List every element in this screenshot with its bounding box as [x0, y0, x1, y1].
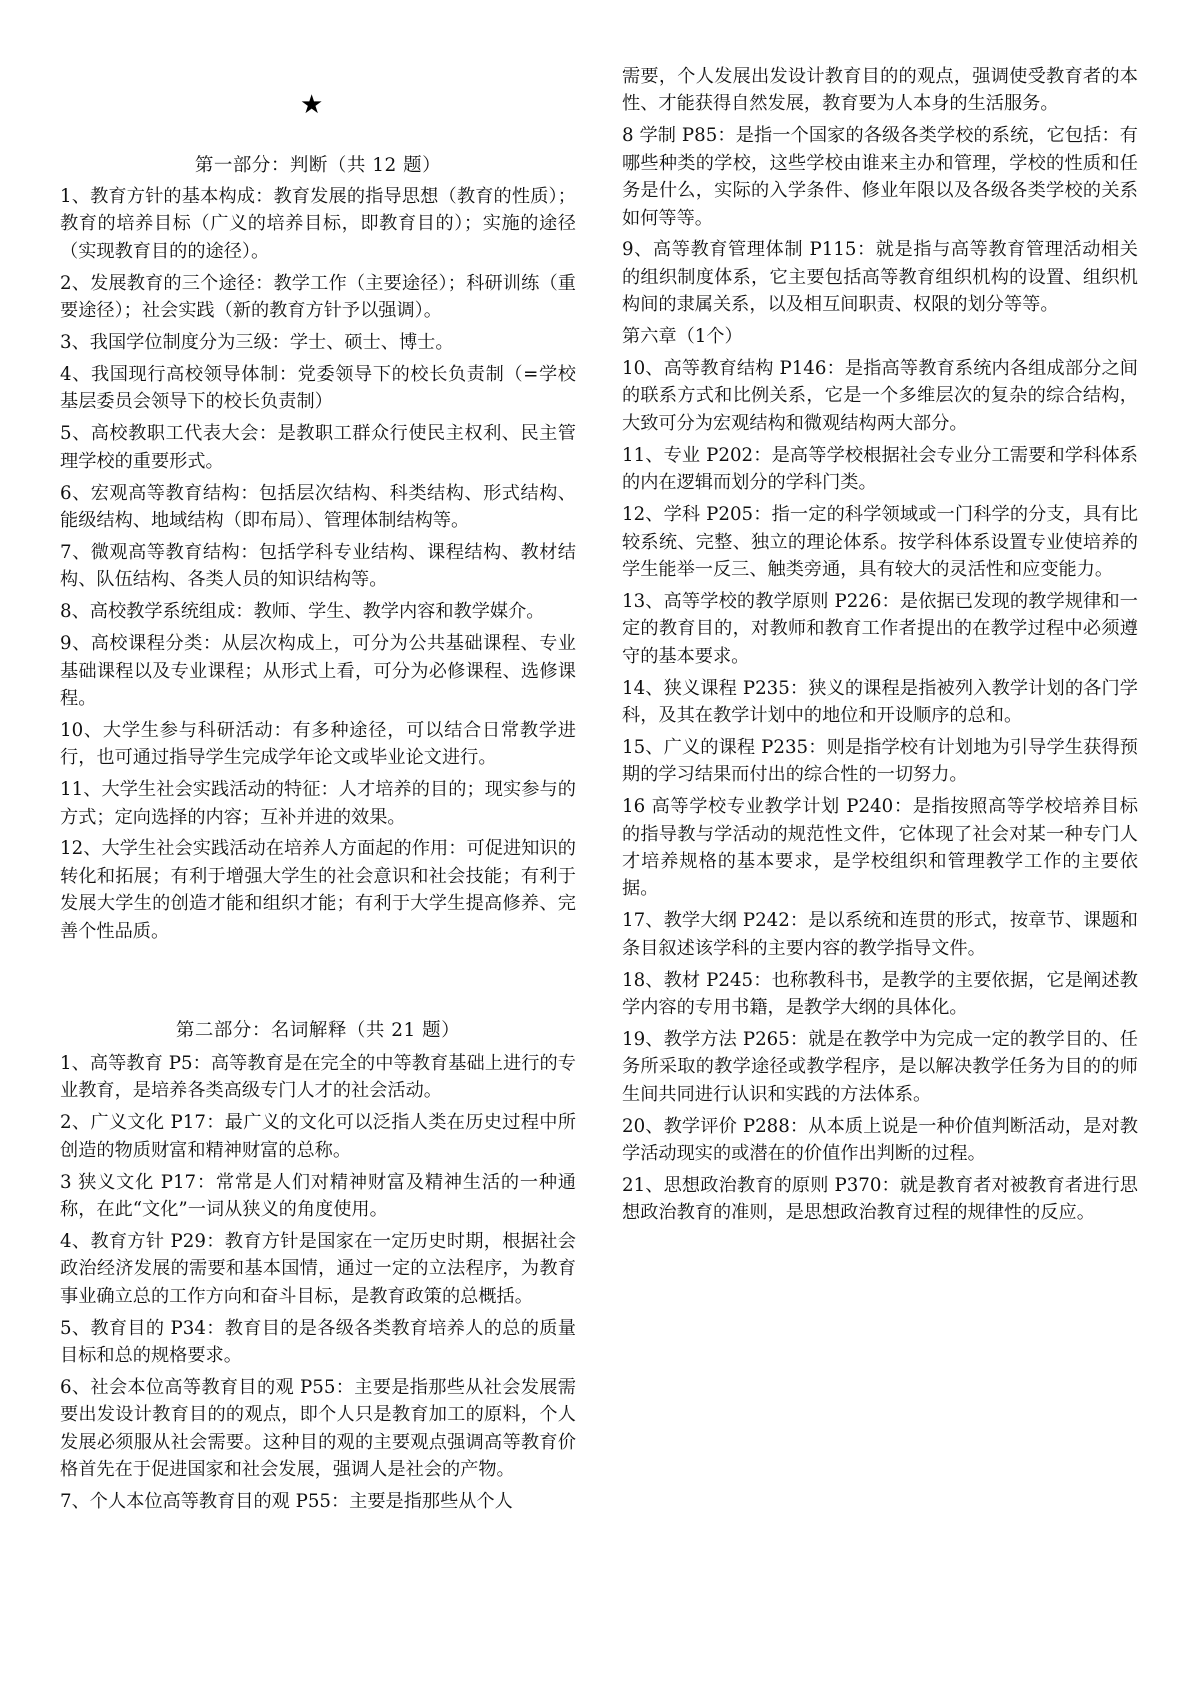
- part1-item: 4、我国现行高校领导体制：党委领导下的校长负责制（=学校基层委员会领导下的校长负责制）: [60, 363, 576, 413]
- part1-item: 12、大学生社会实践活动在培养人方面起的作用：可促进知识的转化和拓展；有利于增强大学生的社会意识和社会技能；有利于发展大学生的创造才能和组织才能；有利于大学生提高修养、完善个性品质。: [60, 838, 576, 942]
- part2-item: 5、教育目的 P34：教育目的是各级各类教育培养人的总的质量目标和总的规格要求。: [60, 1317, 576, 1367]
- part1-item: 3、我国学位制度分为三级：学士、硕士、博士。: [60, 332, 454, 354]
- part2-item: 20、教学评价 P288：从本质上说是一种价值判断活动，是对教学活动现实的或潜在的价值作出判断的过程。: [622, 1115, 1138, 1165]
- part2-item: 18、教材 P245：也称教科书，是教学的主要依据，它是阐述教学内容的专用书籍，是教学大纲的具体化。: [622, 969, 1138, 1018]
- part2-item: 21、思想政治教育的原则 P370：就是教育者对被教育者进行思想政治教育的准则，是思想政治教育过程的规律性的反应。: [622, 1174, 1138, 1224]
- part2-item: 3 狭义文化 P17：常常是人们对精神财富及精神生活的一种通称，在此“文化”一词从狭义的角度使用。: [60, 1171, 576, 1221]
- part1-item: 6、宏观高等教育结构：包括层次结构、科类结构、形式结构、能级结构、地域结构（即布局）、管理体制结构等。: [60, 482, 576, 531]
- part2-heading: 第二部分：名词解释（共 21 题）: [175, 1020, 461, 1041]
- part1-heading: 第一部分：判断（共 12 题）: [194, 155, 442, 176]
- part2-item: 15、广义的课程 P235：则是指学校有计划地为引导学生获得预期的学习结果而付出的综合性的一切努力。: [622, 736, 1138, 786]
- part1-item: 9、高校课程分类：从层次构成上，可分为公共基础课程、专业基础课程以及专业课程；从形式上看，可分为必修课程、选修课程。: [60, 633, 576, 709]
- part2-item: 6、社会本位高等教育目的观 P55：主要是指那些从社会发展需要出发设计教育目的的观点，即个人只是教育加工的原料，个人发展必须服从社会需要。这种目的观的主要观点强调高等教育价格首先在于促进国家和社会发展，强调人是社会的产物。: [60, 1376, 576, 1481]
- part1-item: 5、高校教职工代表大会：是教职工群众行使民主权利、民主管理学校的重要形式。: [60, 423, 576, 472]
- part2-item: 9、高等教育管理体制 P115：就是指与高等教育管理活动相关的组织制度体系，它主要包括高等教育组织机构的设置、组织机构间的隶属关系，以及相互间职责、权限的划分等等。: [622, 239, 1138, 316]
- part2-item: 16 高等学校专业教学计划 P240：是指按照高等学校培养目标的指导教与学活动的规范性文件，它体现了社会对某一种专门人才培养规格的基本要求，是学校组织和管理教学工作的主要依据。: [622, 796, 1138, 900]
- part1-item: 1、教育方针的基本构成：教育发展的指导思想（教育的性质）；教育的培养目标（广义的培养目标，即教育目的）；实施的途径（实现教育目的的途径）。: [60, 186, 576, 262]
- part2-item: 10、高等教育结构 P146：是指高等教育系统内各组成部分之间的联系方式和比例关系，它是一个多维层次的复杂的综合结构，大致可分为宏观结构和微观结构两大部分。: [622, 358, 1138, 434]
- part1-list: [60, 183, 576, 950]
- part2-item: 14、狭义课程 P235：狭义的课程是指被列入教学计划的各门学科，及其在教学计划中的地位和开设顺序的总和。: [622, 677, 1138, 726]
- part2-item: 13、高等学校的教学原则 P226：是依据已发现的教学规律和一定的教育目的，对教师和教育工作者提出的在教学过程中必须遵守的基本要求。: [622, 590, 1138, 667]
- star-symbol: ★: [300, 90, 324, 120]
- part2-item: 12、学科 P205：指一定的科学领域或一门科学的分支，具有比较系统、完整、独立的理论体系。按学科体系设置专业使培养的学生能举一反三、触类旁通，具有较大的灵活性和应变能力。: [622, 504, 1138, 580]
- part2-item: 需要，个人发展出发设计教育目的的观点，强调使受教育者的本性、才能获得自然发展，教育要为人本身的生活服务。: [622, 66, 1138, 115]
- part2-item: 2、广义文化 P17：最广义的文化可以泛指人类在历史过程中所创造的物质财富和精神财富的总称。: [60, 1112, 576, 1161]
- part2-item: 19、教学方法 P265：就是在教学中为完成一定的教学目的、任务所采取的教学途径或教学程序，是以解决教学任务为目的的师生间共同进行认识和实践的方法体系。: [622, 1028, 1138, 1105]
- part1-item: 8、高校教学系统组成：教师、学生、教学内容和教学媒介。: [60, 601, 545, 623]
- part2-item: 1、高等教育 P5：高等教育是在完全的中等教育基础上进行的专业教育，是培养各类高级专门人才的社会活动。: [60, 1053, 576, 1102]
- chapter-heading: 第六章（1个）: [622, 326, 743, 348]
- part1-item: 2、发展教育的三个途径：教学工作（主要途径）；科研训练（重要途径）；社会实践（新的教育方针予以强调）。: [60, 272, 576, 322]
- part1-item: 7、微观高等教育结构：包括学科专业结构、课程结构、教材结构、队伍结构、各类人员的知识结构等。: [60, 541, 576, 591]
- part2-item: 11、专业 P202：是高等学校根据社会专业分工需要和学科体系的内在逻辑而划分的学科门类。: [622, 444, 1138, 494]
- part2-item: 8 学制 P85：是指一个国家的各级各类学校的系统，它包括：有哪些种类的学校，这些学校由谁来主办和管理，学校的性质和任务是什么，实际的入学条件、修业年限以及各级各类学校的关系如何等等。: [622, 125, 1138, 229]
- part2-item: 17、教学大纲 P242：是以系统和连贯的形式，按章节、课题和条目叙述该学科的主要内容的教学指导文件。: [622, 910, 1138, 959]
- part2-item: 7、个人本位高等教育目的观 P55：主要是指那些从个人: [60, 1491, 513, 1513]
- part2-item: 4、教育方针 P29：教育方针是国家在一定历史时期，根据社会政治经济发展的需要和基本国情，通过一定的立法程序，为教育事业确立总的工作方向和奋斗目标，是教育政策的总概括。: [60, 1230, 576, 1307]
- part2-list-left: [60, 1050, 576, 1520]
- part1-item: 10、大学生参与科研活动：有多种途径，可以结合日常教学进行，也可通过指导学生完成学年论文或毕业论文进行。: [60, 719, 576, 769]
- part1-item: 11、大学生社会实践活动的特征：人才培养的目的；现实参与的方式；定向选择的内容；互补并进的效果。: [60, 779, 576, 828]
- part2-list-right: [622, 63, 1138, 1231]
